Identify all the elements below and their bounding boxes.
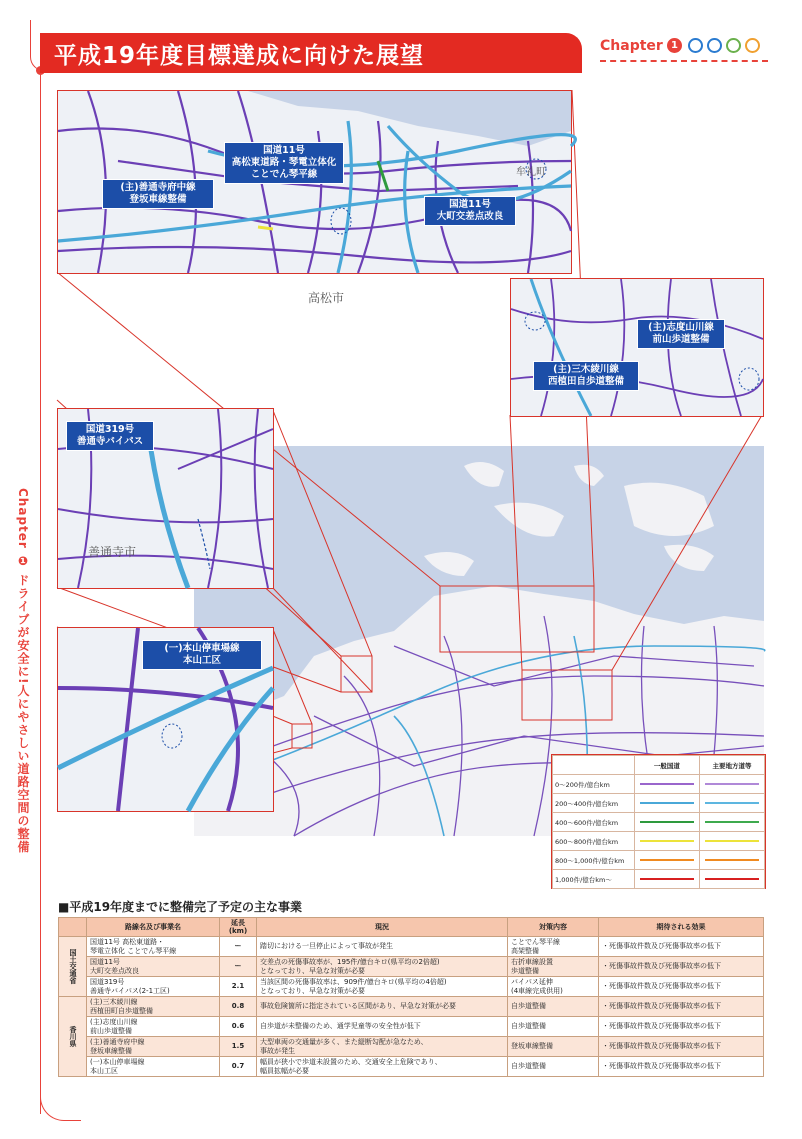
row-length: 0.8 bbox=[220, 997, 257, 1017]
legend-swatch bbox=[705, 859, 759, 861]
row-route: (主)志度山川線 前山歩道整備 bbox=[87, 1017, 220, 1037]
legend-row-label: 1,000件/億台km～ bbox=[553, 870, 635, 889]
legend-swatch bbox=[640, 878, 694, 880]
place-mure: 牟礼町 bbox=[516, 167, 546, 178]
map-legend bbox=[551, 754, 766, 889]
row-route: 国道11号 高松東道路・ 琴電立体化 ことでん琴平線 bbox=[87, 937, 220, 957]
row-route: 国道319号 善通寺バイパス(2-1工区) bbox=[87, 977, 220, 997]
row-status: 事故危険箇所に指定されている区間があり、早急な対策が必要 bbox=[257, 997, 508, 1017]
row-length: ー bbox=[220, 937, 257, 957]
table-row bbox=[59, 997, 764, 1017]
legend-swatch bbox=[705, 821, 759, 823]
header-length: 延長 (km) bbox=[220, 918, 257, 937]
table-row bbox=[59, 977, 764, 997]
table-row bbox=[59, 1057, 764, 1077]
inset-takamatsu bbox=[57, 90, 572, 305]
legend-swatch bbox=[705, 878, 759, 880]
row-effect: ・死傷事故件数及び死傷事故率の低下 bbox=[599, 957, 764, 977]
label-zentsuji-fuchu: (主)善通寺府中線 登坂車線整備 bbox=[102, 179, 214, 209]
label-route319: 国道319号 善通寺バイパス bbox=[66, 421, 154, 451]
row-status: 交差点の死傷事故率が、195件/億台キロ(県平均の2倍超) となっており、早急な対策が必要 bbox=[257, 957, 508, 977]
group-national: 国土交通省 bbox=[59, 937, 87, 997]
row-length: 0.7 bbox=[220, 1057, 257, 1077]
place-zentsuji: 善通寺市 bbox=[88, 545, 137, 559]
row-measure: 自歩道整備 bbox=[508, 997, 599, 1017]
row-length: 2.1 bbox=[220, 977, 257, 997]
legend-swatch bbox=[640, 783, 694, 785]
row-length: 0.6 bbox=[220, 1017, 257, 1037]
row-measure: 登坂車線整備 bbox=[508, 1037, 599, 1057]
legend-swatch bbox=[705, 840, 759, 842]
table-row bbox=[59, 957, 764, 977]
legend-swatch bbox=[640, 840, 694, 842]
row-effect: ・死傷事故件数及び死傷事故率の低下 bbox=[599, 1057, 764, 1077]
legend-row-label: 600～800件/億台km bbox=[553, 832, 635, 851]
row-measure: バイパス延伸 (4車線完成供用) bbox=[508, 977, 599, 997]
row-status: 自歩道が未整備のため、通学児童等の安全性が低下 bbox=[257, 1017, 508, 1037]
row-effect: ・死傷事故件数及び死傷事故率の低下 bbox=[599, 997, 764, 1017]
legend-row-label: 800～1,000件/億台km bbox=[553, 851, 635, 870]
row-length: ー bbox=[220, 957, 257, 977]
row-status: 大型車両の交通量が多く、また縦断勾配が急なため、 事故が発生 bbox=[257, 1037, 508, 1057]
row-status: 幅員が狭小で歩道未設置のため、交通安全上危険であり、 幅員拡幅が必要 bbox=[257, 1057, 508, 1077]
header-route: 路線名及び事業名 bbox=[87, 918, 220, 937]
side-chapter-label: Chapter ❶ ドライブが安全に!人にやさしい道路空間の整備 bbox=[16, 488, 30, 854]
legend-row-label: 400～600件/億台km bbox=[553, 813, 635, 832]
inset-motoyama bbox=[57, 627, 274, 812]
label-motoyama: (一)本山停車場線 本山工区 bbox=[142, 640, 262, 670]
legend-swatch bbox=[640, 821, 694, 823]
label-route11-omachi: 国道11号 大町交差点改良 bbox=[424, 196, 516, 226]
table-row bbox=[59, 1037, 764, 1057]
legend-swatch bbox=[640, 802, 694, 804]
header-effect: 期待される効果 bbox=[599, 918, 764, 937]
row-route: (主)善通寺府中線 登坂車線整備 bbox=[87, 1037, 220, 1057]
legend-row-label: 0～200件/億台km bbox=[553, 775, 635, 794]
chapter-label: Chapter bbox=[600, 38, 663, 54]
legend-col-national: 一般国道 bbox=[634, 756, 699, 775]
table-title: ■平成19年度までに整備完了予定の主な事業 bbox=[58, 900, 303, 914]
projects-table bbox=[58, 917, 764, 1077]
row-status: 踏切における一旦停止によって事故が発生 bbox=[257, 937, 508, 957]
place-takamatsu: 高松市 bbox=[308, 291, 345, 305]
label-miki-ayagawa: (主)三木綾川線 西植田自歩道整備 bbox=[533, 361, 639, 391]
group-pref: 香川県 bbox=[59, 997, 87, 1077]
legend-col-prefectural: 主要地方道等 bbox=[699, 756, 764, 775]
row-route: (主)三木綾川線 西植田町自歩道整備 bbox=[87, 997, 220, 1017]
row-length: 1.5 bbox=[220, 1037, 257, 1057]
header-measure: 対策内容 bbox=[508, 918, 599, 937]
legend-row-label: 200～400件/億台km bbox=[553, 794, 635, 813]
row-route: (一)本山停車場線 本山工区 bbox=[87, 1057, 220, 1077]
header-status: 現況 bbox=[257, 918, 508, 937]
row-effect: ・死傷事故件数及び死傷事故率の低下 bbox=[599, 1017, 764, 1037]
page-title: 平成19年度目標達成に向けた展望 bbox=[54, 43, 425, 69]
label-route11-rail: 国道11号 高松東道路・琴電立体化 ことでん琴平線 bbox=[224, 142, 344, 184]
row-effect: ・死傷事故件数及び死傷事故率の低下 bbox=[599, 977, 764, 997]
legend-table bbox=[552, 755, 765, 889]
row-measure: 自歩道整備 bbox=[508, 1057, 599, 1077]
label-shido-sangawa: (主)志度山川線 前山歩道整備 bbox=[637, 319, 725, 349]
inset-zentsuji bbox=[57, 408, 274, 589]
table-row bbox=[59, 1017, 764, 1037]
row-measure: 右折車線設置 歩道整備 bbox=[508, 957, 599, 977]
table-row bbox=[59, 937, 764, 957]
chapter-number-badge: 1 bbox=[667, 38, 682, 53]
row-effect: ・死傷事故件数及び死傷事故率の低下 bbox=[599, 1037, 764, 1057]
row-measure: 自歩道整備 bbox=[508, 1017, 599, 1037]
row-status: 当該区間の死傷事故率は、909件/億台キロ(県平均の4倍超) となっており、早急な対策が必要 bbox=[257, 977, 508, 997]
row-route: 国道11号 大町交差点改良 bbox=[87, 957, 220, 977]
legend-swatch bbox=[705, 802, 759, 804]
row-effect: ・死傷事故件数及び死傷事故率の低下 bbox=[599, 937, 764, 957]
inset-shido bbox=[510, 278, 764, 417]
legend-swatch bbox=[640, 859, 694, 861]
row-measure: ことでん琴平線 高架整備 bbox=[508, 937, 599, 957]
legend-swatch bbox=[705, 783, 759, 785]
